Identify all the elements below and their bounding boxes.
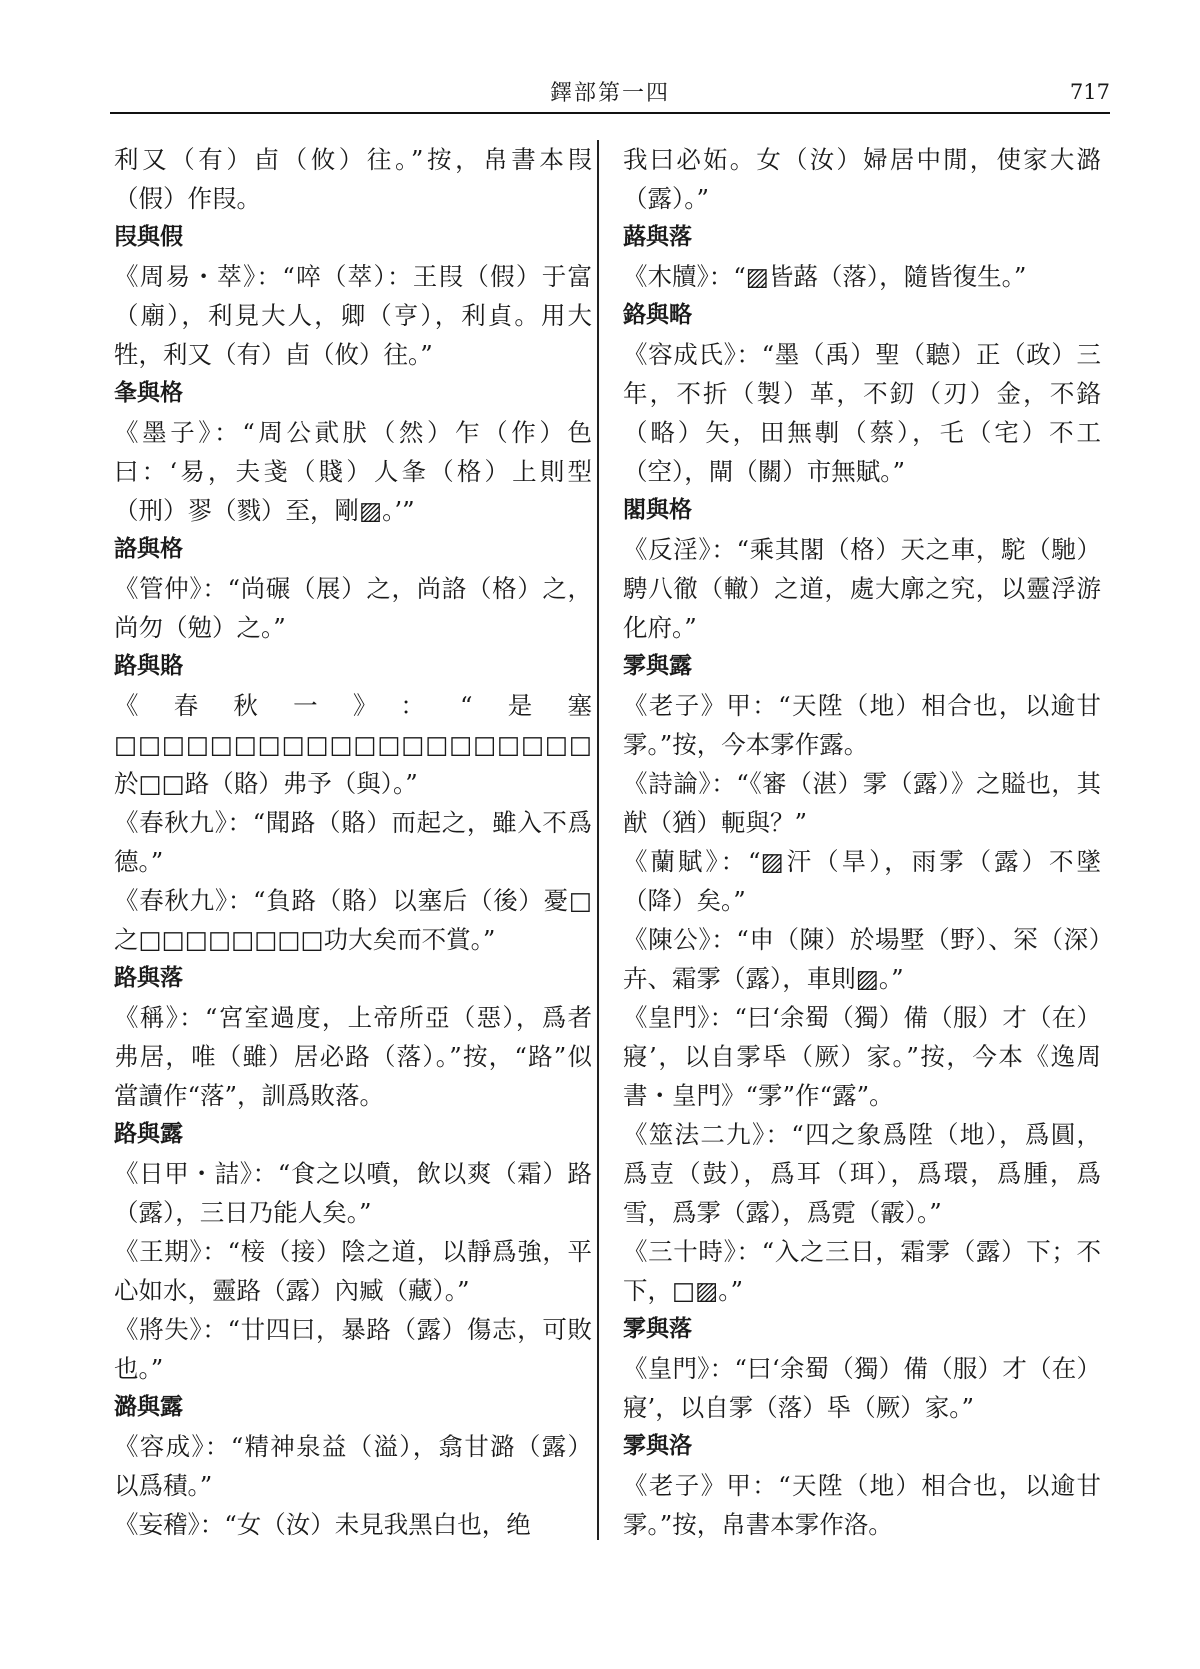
citation-paragraph: 《反淫》：“乘其閣（格）天之車，駝（馳）騁八徹（轍）之道，處大廓之究，以靈浮游化府。” (623, 535, 1101, 642)
entry-heading: 雺與落 (623, 1316, 692, 1342)
citation-paragraph: 利又（有）卣（攸）往。”按，帛書本叚（假）作叚。 (114, 145, 592, 213)
entry-heading: 夆與格 (114, 380, 183, 406)
citation-paragraph: 我曰必妬。女（汝）婦居中閒，使家大潞（露）。” (623, 145, 1101, 213)
running-head: 鐸部第一四 (549, 81, 670, 106)
citation-paragraph: 《周易・萃》：“啐（萃）：王叚（假）于富（廟），利見大人，卿（亨），利貞。用大牲，利又（有）卣（攸）往。” (114, 262, 592, 369)
entry-heading: 叚與假 (114, 224, 183, 250)
citation-paragraph: 《皇門》：“曰‘余蜀（獨）備（服）才（在）寢’，以自雺（落）氒（厥）家。” (623, 1354, 1101, 1422)
citation-paragraph: 《容成氏》：“墨（禹）聖（聽）正（政）三年，不折（製）革，不釖（刃）金，不鉻（略）矢，田無剸（蔡），乇（宅）不工（空），閘（關）市無賦。” (623, 340, 1101, 486)
citation-paragraph: 《陳公》：“申（陳）於場墅（野）、罙（深）卉、霜雺（露），車則▨。” (623, 925, 1101, 993)
left-column (114, 140, 592, 1544)
entry-heading: 潞與露 (114, 1394, 183, 1420)
citation-paragraph: 《老子》甲：“天陞（地）相合也，以逾甘雺。”按，今本雺作露。 (623, 691, 1101, 759)
citation-paragraph: 《春秋一》：“是塞□□□□□□□□□□□□□□□□□□□□於□□路（賂）弗予（與）。” (114, 691, 592, 798)
entry-heading: 鉻與略 (623, 302, 692, 328)
header-rule (110, 112, 1110, 114)
citation-paragraph: 《筮法二九》：“四之象爲陞（地），爲圓，爲壴（鼓），爲耳（珥），爲環，爲腫，爲雪，爲雺（露），爲霓（霰）。” (623, 1120, 1101, 1227)
entry-heading: 路與露 (114, 1121, 183, 1147)
entry-heading: 詻與格 (114, 536, 183, 562)
entry-heading: 路與落 (114, 965, 183, 991)
citation-paragraph: 《管仲》：“尚碾（展）之，尚詻（格）之，尚勿（勉）之。” (114, 574, 592, 642)
citation-paragraph: 《將失》：“廿四曰，暴路（露）傷志，可敗也。” (114, 1315, 592, 1383)
page-header (110, 70, 1110, 114)
citation-paragraph: 《日甲・詰》：“食之以噴，飲以爽（霜）路（露），三日乃能人矣。” (114, 1159, 592, 1227)
entry-heading: 雺與洛 (623, 1433, 692, 1459)
citation-paragraph: 《稱》：“宮室過度，上帝所亞（惡），爲者弗居，唯（雖）居必路（落）。”按，“路”似當讀作“落”，訓爲敗落。 (114, 1003, 592, 1110)
citation-paragraph: 《三十時》：“入之三日，霜雺（露）下；不下，□▨。” (623, 1237, 1101, 1305)
entry-heading: 路與賂 (114, 653, 183, 679)
citation-paragraph: 《春秋九》：“負路（賂）以塞后（後）憂□之□□□□□□□□功大矣而不賞。” (114, 886, 592, 954)
citation-paragraph: 《木牘》：“▨皆蕗（落），隨皆復生。” (623, 262, 1027, 291)
citation-paragraph: 《老子》甲：“天陞（地）相合也，以逾甘雺。”按，帛書本雺作洛。 (623, 1471, 1101, 1539)
entry-heading: 雺與露 (623, 653, 692, 679)
citation-paragraph: 《王期》：“椄（接）陰之道，以靜爲強，平心如水，靈路（露）內臧（藏）。” (114, 1237, 592, 1305)
citation-paragraph: 《春秋九》：“聞路（賂）而起之，雖入不爲德。” (114, 808, 592, 876)
entry-heading: 閣與格 (623, 497, 692, 523)
column-divider (597, 140, 599, 1540)
citation-paragraph: 《容成》：“精神泉益（溢），翕甘潞（露）以爲積。” (114, 1432, 592, 1500)
citation-paragraph: 《蘭賦》：“▨汗（旱），雨雺（露）不墜（降）矣。” (623, 847, 1101, 915)
citation-paragraph: 《妄稽》：“女（汝）未見我黑白也，绝 (114, 1510, 531, 1539)
citation-paragraph: 《皇門》：“曰‘余蜀（獨）備（服）才（在）寢’，以自雺氒（厥）家。”按，今本《逸周書・皇門》“雺”作“露”。 (623, 1003, 1101, 1110)
right-column (623, 140, 1101, 1544)
entry-heading: 蕗與落 (623, 224, 692, 250)
citation-paragraph: 《詩論》：“《審（湛）雺（露）》之賹也，其猷（猶）軛與？” (623, 769, 1101, 837)
page-number: 717 (1069, 80, 1110, 104)
citation-paragraph: 《墨子》：“周公貮肰（然）乍（作）色曰：‘易，夫戔（賤）人夆（格）上則型（刑）翏（戮）至，剛▨。’” (114, 418, 592, 525)
